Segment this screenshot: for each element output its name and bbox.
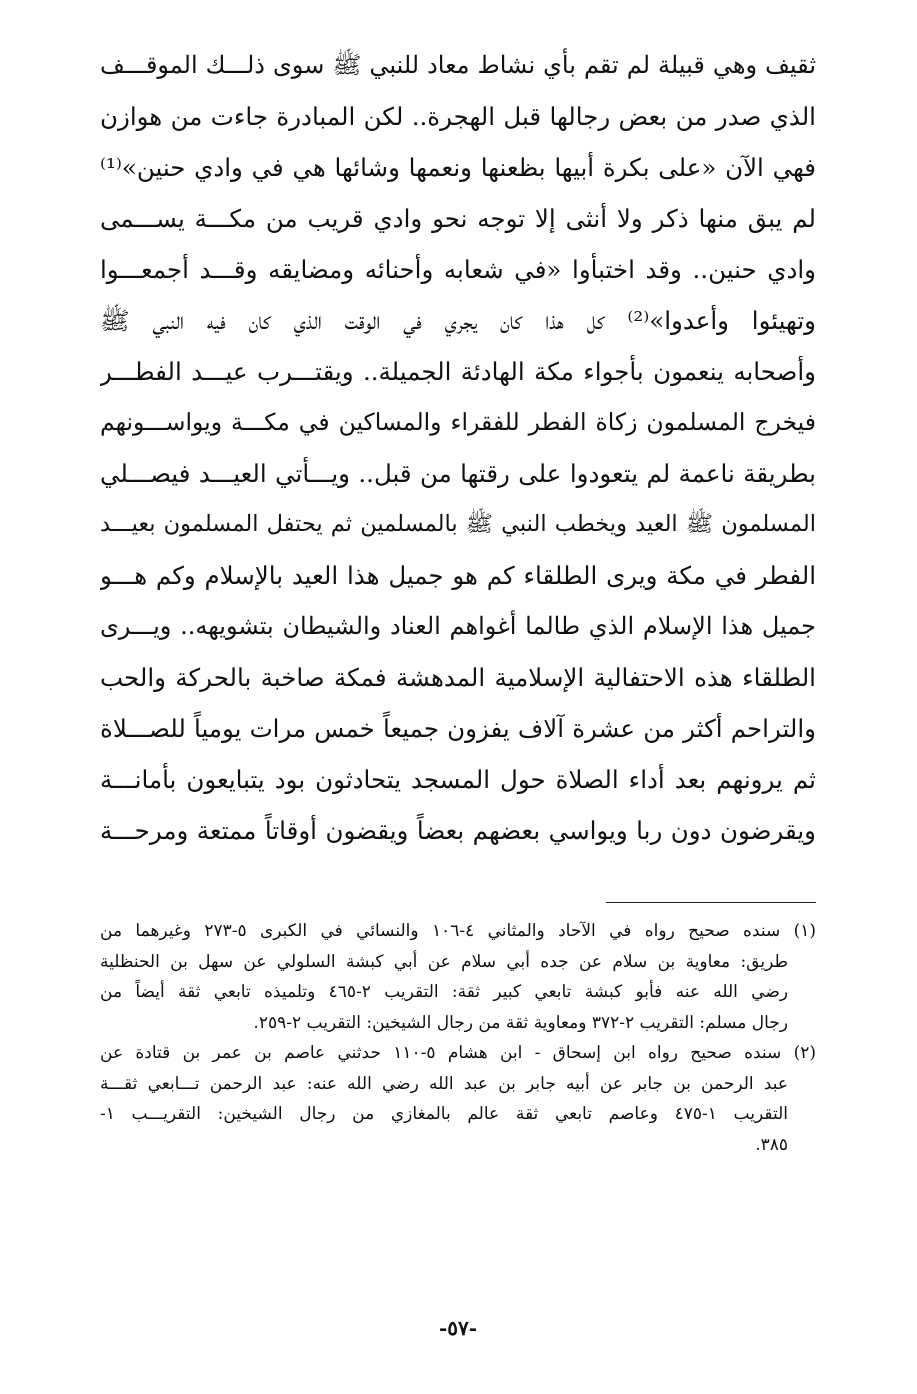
body-line-10: المسلمون ﷺ العيد ويخطب النبي ﷺ بالمسلمين ثم يحتفل المسلمون بعيـــد (100, 511, 816, 537)
body-line-7: وأصحابه ينعمون بأجواء مكة الهادئة الجميلة.. ويقتـــرب عيـــد الفطـــر (100, 357, 816, 386)
body-line-3: فهي الآن «على بكرة أبيها بظعنها ونعمها وشائها هي في وادي حنين»⁽¹⁾ (100, 153, 816, 182)
footnote-2-line-2: عبد الرحمن بن جابر عن أبيه جابر بن عبد الله رضي الله عنه: عبد الرحمن تـــابعي ثقـــة (100, 1073, 788, 1094)
page-number: -٥٧- (438, 1316, 478, 1340)
footnote-1-line-3: رضي الله عنه فأبو كبشة تابعي كبير ثقة: التقريب ٢-٤٦٥ وتلميذه تابعي ثقة أيضاً من (100, 982, 788, 1002)
body-line-4: لم يبق منها ذكر ولا أنثى إلا توجه نحو وادي قريب من مكـــة يســـمى (100, 204, 816, 233)
body-line-13: الطلقاء هذه الاحتفالية الإسلامية المدهشة فمكة صاخبة بالحركة والحب (100, 663, 816, 692)
main-text-block (100, 40, 816, 856)
footnote-2-line-1: (٢) سنده صحيح رواه ابن إسحاق - ابن هشام ٥-١١٠ حدثني عاصم بن عمر بن قتادة عن (100, 1043, 816, 1063)
footnote-1-line-1: (١) سنده صحيح رواه في الآحاد والمثاني ٤-١٠٦ والنسائي في الكبرى ٥-٢٧٣ وغيرهما من (100, 921, 816, 941)
body-line-14: والتراحم أكثر من عشرة آلاف يفزون جميعاً خمس مرات يومياً للصـــلاة (100, 714, 816, 743)
footnote-separator (606, 902, 816, 903)
body-line-16: ويقرضون دون ربا ويواسي بعضهم بعضاً ويقضون أوقاتاً ممتعة ومرحـــة (100, 816, 816, 845)
body-line-15: ثم يرونهم بعد أداء الصلاة حول المسجد يتحادثون بود يتبايعون بأمانـــة (100, 765, 816, 794)
body-line-6: وتهيئوا وأعدوا»⁽²⁾ كل هذا كان يجري في الوقت الذي كان فيه النبي ﷺ (100, 306, 816, 335)
footnote-1-line-2: طريق: معاوية بن سلام عن جده أبي سلام عن أبي كبشة السلولي عن سهل بن الحنظلية (100, 951, 788, 972)
footnote-1-line-4: رجال مسلم: التقريب ٢-٣٧٢ ومعاوية ثقة من رجال الشيخين: التقريب ٢-٢٥٩. (253, 1012, 788, 1033)
footnote-2-line-3: التقريب ١-٤٧٥ وعاصم تابعي ثقة عالم بالمغازي من رجال الشيخين: التقريـــب ١- (100, 1104, 788, 1124)
book-page (100, 40, 816, 1370)
body-line-8: فيخرج المسلمون زكاة الفطر للفقراء والمساكين في مكـــة ويواســـونهم (100, 408, 816, 436)
footnote-2-line-4: ٣٨٥. (755, 1134, 788, 1155)
body-line-11: الفطر في مكة ويرى الطلقاء كم هو جميل هذا العيد بالإسلام وكم هـــو (100, 561, 816, 590)
footnotes-block (100, 916, 816, 1160)
body-line-5: وادي حنين.. وقد اختبأوا «في شعابه وأحنائه ومضايقه وقـــد أجمعـــوا (100, 255, 816, 284)
body-line-9: بطريقة ناعمة لم يتعودوا على رقتها من قبل.. ويـــأتي العيـــد فيصـــلي (100, 459, 816, 488)
body-line-1: ثقيف وهي قبيلة لم تقم بأي نشاط معاد للنبي ﷺ سوى ذلـــك الموقـــف (100, 51, 816, 79)
body-line-2: الذي صدر من بعض رجالها قبل الهجرة.. لكن المبادرة جاءت من هوازن (100, 102, 816, 131)
body-line-12: جميل هذا الإسلام الذي طالما أغواهم العناد والشيطان بتشويهه.. ويـــرى (100, 612, 816, 640)
